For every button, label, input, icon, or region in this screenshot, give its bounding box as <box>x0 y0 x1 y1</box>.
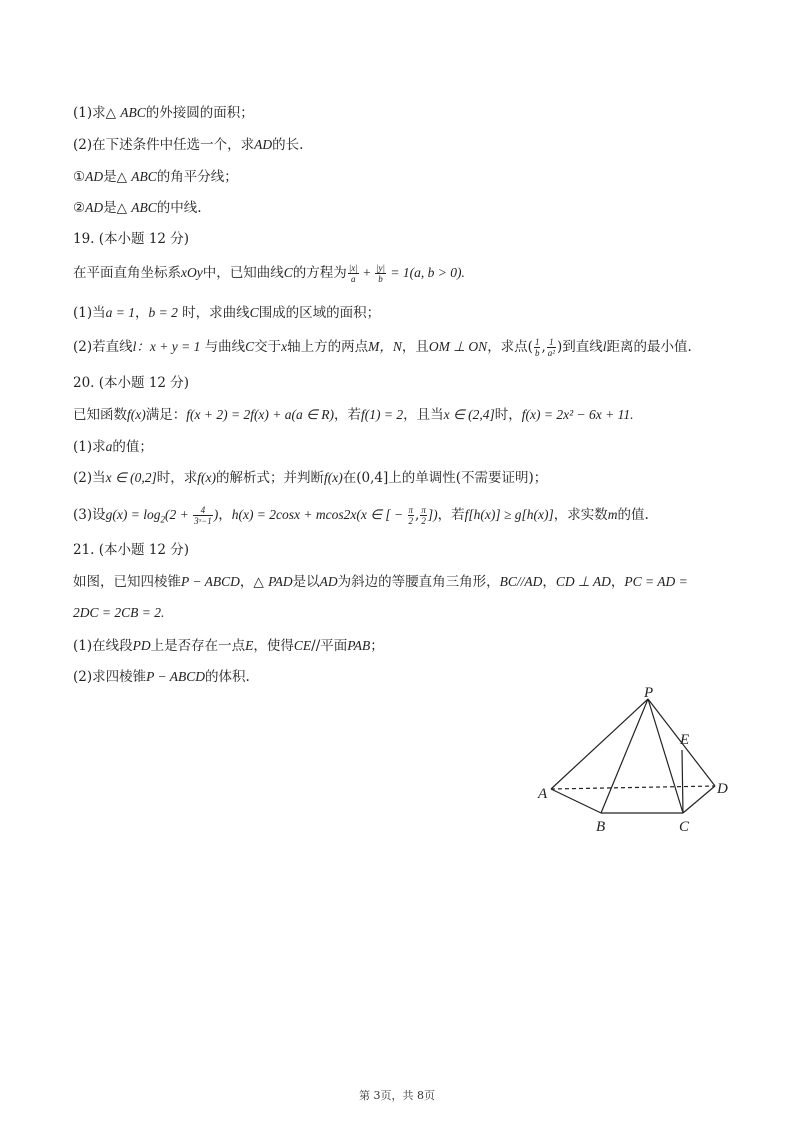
q21-intro-line1: 如图，已知四棱锥P − ABCD，△ PAD是以AD为斜边的等腰直角三角形，BC//AD，CD ⊥ AD，PC = AD = <box>73 574 688 590</box>
label-D: D <box>717 781 728 797</box>
segment-CE <box>682 750 683 813</box>
label-P: P <box>644 685 654 701</box>
label-A: A <box>538 786 548 802</box>
q19-intro: 在平面直角坐标系xOy中，已知曲线C的方程为 $\frac{|x|}{a}$ + $\frac{|y|}{b}$ = 1(a, b > 0). <box>73 263 465 284</box>
label-B: B <box>596 819 606 835</box>
edge-PA <box>551 699 648 789</box>
edge-AD-hidden <box>551 786 715 789</box>
q19-header: 19. (本小题 12 分) <box>73 231 190 247</box>
q20-part3: (3)设$g(x) = \log_2(2$ + $\frac{4}{\text{3ˣ−1}}$ )，h(x) = 2cosx + mcos2x(x ∈ [ − $\frac{\pi}{2}$ , $\frac{\pi}{2}$ ])，若f[h(x)] ≥ g[h(x)]，求实数m的值. <box>73 505 649 526</box>
q19-part2: (2)若直线l：x + y = 1 与曲线C交于x轴上方的两点M，N，且OM ⊥ ON，求点( $\frac{1}{b}$ , $\frac{1}{\text{a²}}$ )到直线l距离的最小值. <box>73 337 692 358</box>
q20-intro: 已知函数f(x)满足：f(x + 2) = 2f(x) + a(a ∈ R)，若f(1) = 2，且当x ∈ (2,4]时，f(x) = 2x² − 6x + 11. <box>73 407 634 423</box>
q18-part2: (2)在下述条件中任选一个，求AD的长. <box>73 137 304 153</box>
label-C: C <box>679 819 690 835</box>
edge-CD <box>683 786 715 813</box>
page-footer: 第 3页，共 8页 <box>359 1089 435 1102</box>
q21-header: 21. (本小题 12 分) <box>73 542 190 558</box>
pyramid-figure <box>530 685 740 845</box>
q18-option2: ②AD是△ ABC的中线. <box>73 200 202 216</box>
q18-option1: ①AD是△ ABC的角平分线； <box>73 169 238 185</box>
edge-PC <box>648 699 683 813</box>
q20-part2: (2)当x ∈ (0,2]时，求f(x)的解析式；并判断f(x)在(0,4]上的单调性(不需要证明)； <box>73 470 548 486</box>
q20-header: 20. (本小题 12 分) <box>73 375 190 391</box>
q21-intro-line2: 2DC = 2CB = 2. <box>73 605 165 620</box>
q20-part1: (1)求a的值； <box>73 439 153 455</box>
q21-part1: (1)在线段PD上是否存在一点E，使得CE//平面PAB； <box>73 638 384 654</box>
label-E: E <box>680 732 690 748</box>
q21-part2: (2)求四棱锥P − ABCD的体积. <box>73 669 250 685</box>
q19-part1: (1)当a = 1，b = 2 时，求曲线C围成的区域的面积； <box>73 305 381 321</box>
edge-PB <box>601 699 648 813</box>
q18-part1: (1)求△ ABC的外接圆的面积； <box>73 105 254 121</box>
edge-AB <box>551 789 601 813</box>
